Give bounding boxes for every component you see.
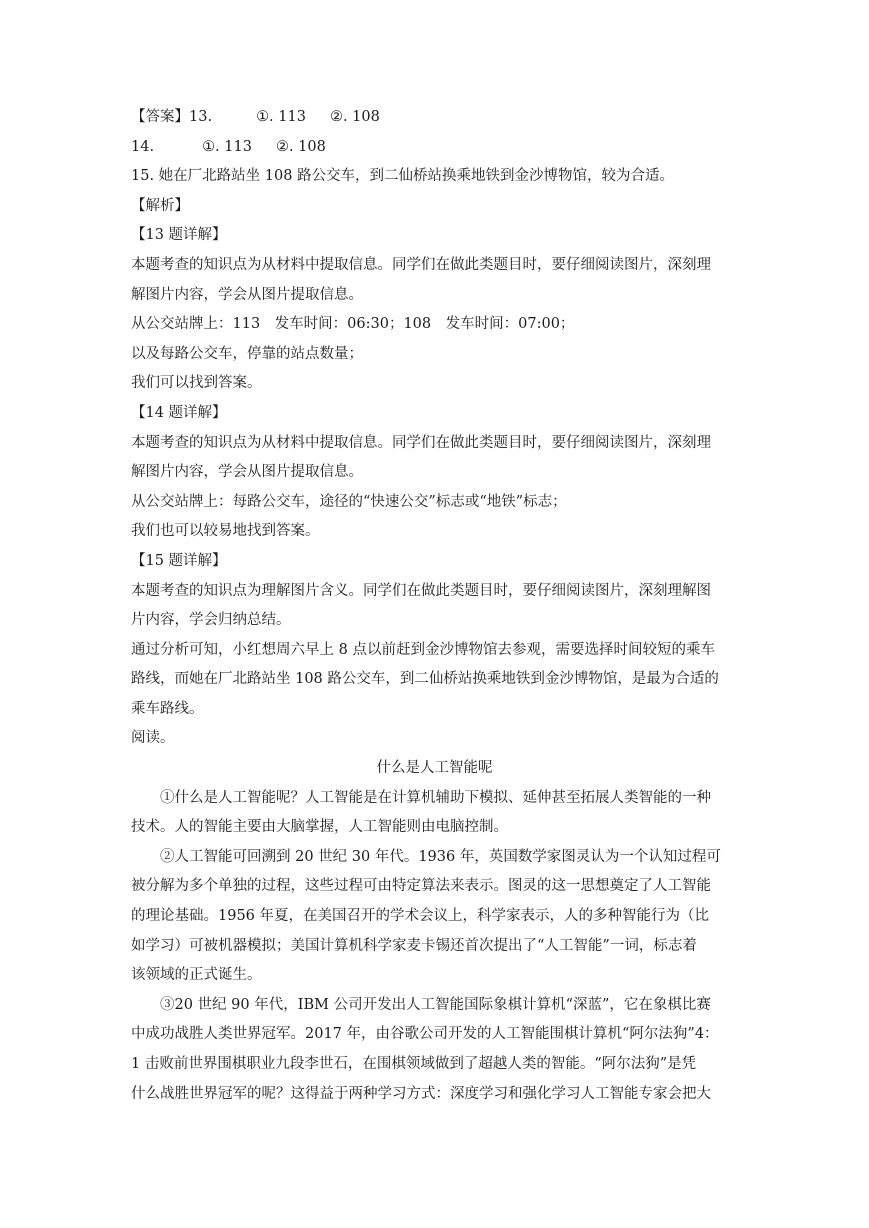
q15-line: 通过分析可知，小红想周六早上 8 点以前赶到金沙博物馆去参观，需要选择时间较短的乘车 bbox=[131, 641, 715, 658]
paragraph-1-line: 技术。人的智能主要由大脑掌握，人工智能则由电脑控制。 bbox=[131, 819, 508, 836]
q14-line: 本题考查的知识点为从材料中提取信息。同学们在做此类题目时，要仔细阅读图片，深刻理 bbox=[131, 434, 711, 451]
answer-14-num: 14. bbox=[131, 138, 155, 155]
paragraph-3-line: 中成功战胜人类世界冠军。2017 年，由谷歌公司开发的人工智能围棋计算机“阿尔法狗”4： bbox=[131, 1026, 719, 1043]
analysis-label: 【解析】 bbox=[131, 197, 189, 214]
q15-line: 路线，而她在厂北路站坐 108 路公交车，到二仙桥站换乘地铁到金沙博物馆，是最为合适的 bbox=[131, 671, 719, 688]
answer-13-b: ②. 108 bbox=[329, 109, 380, 125]
q15-line: 本题考查的知识点为理解图片含义。同学们在做此类题目时，要仔细阅读图片，深刻理解图 bbox=[131, 582, 711, 599]
q13-line: 我们可以找到答案。 bbox=[131, 375, 262, 392]
q14-line: 从公交站牌上：每路公交车，途径的“快速公交”标志或“地铁”标志； bbox=[131, 493, 567, 510]
q13-line: 解图片内容，学会从图片提取信息。 bbox=[131, 286, 363, 303]
q13-line: 以及每路公交车，停靠的站点数量； bbox=[131, 345, 363, 362]
q13-line: 本题考查的知识点为从材料中提取信息。同学们在做此类题目时，要仔细阅读图片，深刻理 bbox=[131, 256, 711, 273]
article-title: 什么是人工智能呢 bbox=[376, 760, 493, 777]
paragraph-2-line: 如学习）可被机器模拟；美国计算机科学家麦卡锡还首次提出了“人工智能”一词，标志着 bbox=[131, 937, 697, 954]
paragraph-2-line: 被分解为多个单独的过程，这些过程可由特定算法来表示。图灵的这一思想奠定了人工智能 bbox=[131, 878, 711, 895]
q14-heading: 【14 题详解】 bbox=[131, 404, 227, 421]
q14-line: 解图片内容，学会从图片提取信息。 bbox=[131, 464, 363, 481]
answer-14-a: ①. 113 bbox=[202, 138, 252, 155]
paragraph-3-line: 1 击败前世界围棋职业九段李世石，在围棋领域做到了超越人类的智能。“阿尔法狗”是凭 bbox=[131, 1056, 697, 1072]
q13-heading: 【13 题详解】 bbox=[131, 227, 227, 244]
q13-line: 从公交站牌上：113 发车时间：06:30；108 发车时间：07:00； bbox=[131, 316, 575, 333]
paragraph-2-line: 该领域的正式诞生。 bbox=[131, 967, 262, 984]
reading-prompt: 阅读。 bbox=[131, 730, 175, 747]
answer-13-a: ①. 113 bbox=[256, 109, 306, 125]
paragraph-3-line: 什么战胜世界冠军的呢？这得益于两种学习方式：深度学习和强化学习人工智能专家会把大 bbox=[131, 1085, 711, 1102]
answer-line-13 bbox=[131, 103, 738, 133]
document-page bbox=[131, 103, 738, 1109]
q15-line: 乘车路线。 bbox=[131, 700, 204, 717]
answer-14-b: ②. 108 bbox=[275, 138, 326, 155]
q15-line: 片内容，学会归纳总结。 bbox=[131, 612, 291, 629]
answer-label: 【答案】13. bbox=[131, 109, 213, 125]
answer-line-14 bbox=[131, 133, 738, 163]
paragraph-1-line: ①什么是人工智能呢？人工智能是在计算机辅助下模拟、延伸甚至拓展人类智能的一种 bbox=[160, 789, 711, 806]
answer-line-15: 15. 她在厂北路站坐 108 路公交车，到二仙桥站换乘地铁到金沙博物馆，较为合适。 bbox=[131, 168, 675, 185]
paragraph-2-line: ②人工智能可回溯到 20 世纪 30 年代。1936 年，英国数学家图灵认为一个认知过程可 bbox=[160, 848, 721, 865]
q14-line: 我们也可以较易地找到答案。 bbox=[131, 523, 320, 540]
paragraph-3-line: ③20 世纪 90 年代，IBM 公司开发出人工智能国际象棋计算机“深蓝”，它在象棋比赛 bbox=[160, 996, 711, 1013]
q15-heading: 【15 题详解】 bbox=[131, 552, 227, 569]
paragraph-2-line: 的理论基础。1956 年夏，在美国召开的学术会议上，科学家表示，人的多种智能行为（比 bbox=[131, 908, 710, 925]
